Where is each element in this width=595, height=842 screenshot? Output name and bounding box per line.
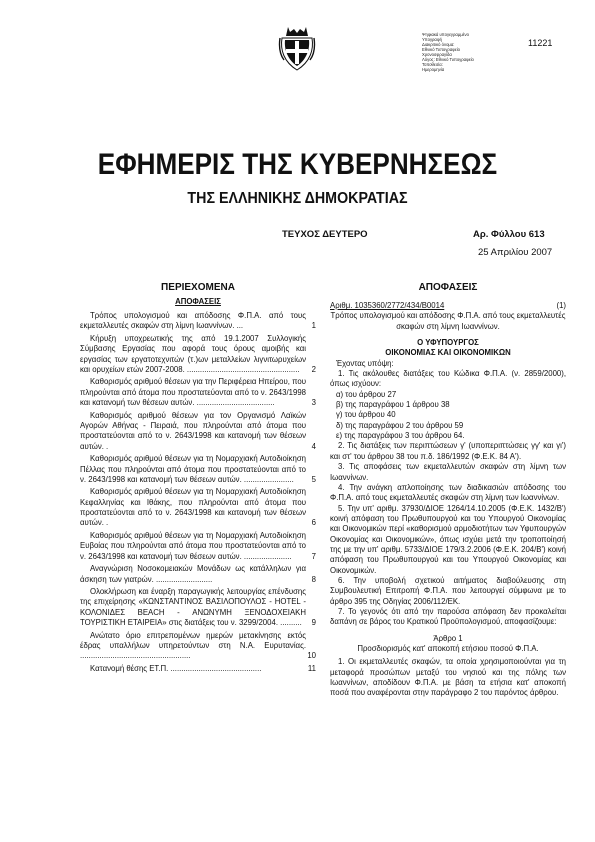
toc-entry-text: Καθορισμός αριθμού θέσεων για την Περιφέρεια Ηπείρου, που πληρούνται από άτομα που προστατεύονται από το ν. 2643/1998 και κατανομή των θέσεων αυτών. .................................... [80,377,306,408]
body-paragraph: 4. Την ανάγκη απλοποίησης των διαδικασιών απόδοσης του Φ.Π.Α. από τους εκμεταλλευτές σκαφών στη λίμνη των Ιωαννίνων. [330,482,566,503]
toc-entry-page: 2 [311,364,316,374]
toc-entry[interactable] [80,311,316,332]
toc-entry-page: 8 [311,574,316,584]
issue-label: ΤΕΥΧΟΣ ΔΕΥΤΕΡΟ [282,229,368,240]
stamp-line: Ψηφιακά υπογεγραμμένο [422,32,469,37]
body-paragraph: 1. Τις ακόλουθες διατάξεις του Κώδικα Φ.Π.Α. (ν. 2859/2000), όπως ισχύουν: [330,369,566,389]
toc-entry[interactable] [80,454,316,485]
toc-entry-text: Κήρυξη υποχρεωτικής της από 19.1.2007 Συλλογικής Σύμβασης Εργασίας που αφορά τους όρους αμοιβής και εργασίας των εργατοτεχνιτών (τ.)ων μεταλλείων λιγνιτωρυχείων και ορυχείων ετών 2007-2008. .................................................... [80,333,306,374]
gazette-title: ΕΦΗΜΕΡΙΣ ΤΗΣ ΚΥΒΕΡΝΗΣΕΩΣ [97,148,498,181]
page-number: 11221 [528,38,553,48]
contents-subheading: ΑΠΟΦΑΣΕΙΣ [175,297,221,306]
toc-entry[interactable] [80,587,316,628]
toc-entry-page: 9 [311,618,316,628]
toc-entry[interactable] [80,664,316,674]
decision-title: Τρόπος υπολογισμού και απόδοσης Φ.Π.Α. από τους εκμεταλλευτές σκαφών στη λίμνη Ιωαννίνων. [330,311,566,331]
toc-entry-text: Καθορισμός αριθμού θέσεων για τον Οργανισμό Λαϊκών Αγορών Αθήνας - Πειραιά, που πληρούνται από άτομα που προστατεύονται από το ν. 2643/1998 και κατανομή των θέσεων αυτών. . [80,410,306,451]
stamp-line: Χρονοσφραγίδα [422,52,452,57]
stamp-line: Διακριτικό όνομα: [422,42,455,47]
body-paragraph: 3. Τις αποφάσεις των εκμεταλλευτών σκαφών στη λίμνη των Ιωαννίνων. [330,462,566,482]
body-item: β) της παραγράφου 1 άρθρου 38 [336,400,450,410]
body-item: ε) της παραγράφου 3 του άρθρου 64. [336,431,465,441]
body-item: γ) του άρθρου 40 [336,410,396,420]
toc-entry-text: Αναγνώριση Νοσοκομειακών Μονάδων ως κατάλληλων για άσκηση των γιατρών. .......................... [80,564,306,584]
authority-line-2: ΟΙΚΟΝΟΜΙΑΣ ΚΑΙ ΟΙΚΟΝΟΜΙΚΩΝ [385,348,511,358]
toc-entry[interactable] [80,631,316,662]
stamp-line: Λόγος: Εθνικό Τυπογραφείο [422,57,474,62]
body-item: α) του άρθρου 27 [336,389,397,399]
body-paragraph: 7. Το γεγονός ότι από την παρούσα απόφαση δεν προκαλείται δαπάνη σε βάρος του Κρατικού Προϋπολογισμού, αποφασίζουμε: [330,606,566,627]
toc-entry-page: 1 [311,321,316,331]
body-paragraph: 2. Τις διατάξεις των περιπτώσεων γ' (υποπεριπτώσεις γγ' και γι') και στ' του άρθρου 38 του π.δ. 186/1992 (Φ.Ε.Κ. 84 Α'). [330,441,566,461]
contents-heading: ΠΕΡΙΕΧΟΜΕΝΑ [161,282,235,293]
stamp-line: Τοποθεσία: [422,62,443,67]
toc-entry[interactable] [80,564,316,585]
contents-column [80,283,316,676]
toc-entry-page: 6 [311,518,316,528]
stamp-line: Υπογραφή [422,37,442,42]
greek-coat-of-arms-icon [278,24,316,72]
toc-entry-page: 7 [311,551,316,561]
sheet-number: Αρ. Φύλλου 613 [473,229,545,240]
toc-entry-text: Ανώτατο όριο επιτρεπομένων ημερών μετακίνησης εκτός έδρας υπαλλήλων υπηρετούντων στη Ν.Α. Ευρυτανίας. ................................................... [80,630,306,661]
toc-entry[interactable] [80,377,316,408]
decisions-heading: ΑΠΟΦΑΣΕΙΣ [418,282,478,293]
article-title: Προσδιορισμός κατ' αποκοπή ετήσιου ποσού Φ.Π.Α. [357,644,539,653]
decision-reference [330,301,566,311]
toc-entry-text: Καθορισμός αριθμού θέσεων για τη Νομαρχιακή Αυτοδιοίκηση Πέλλας που πληρούνται από άτομα που προστατεύονται από το ν. 2643/1998 και κατανομή των θέσεων αυτών. ....................... [80,454,306,484]
body-paragraph: 5. Την υπ' αριθμ. 37930/ΔΙΟΕ 1264/14.10.2005 (Φ.Ε.Κ. 1432/Β') κοινή απόφαση του Πρωθυπουργού και του Υπουργού Οικονομίας και Οικονομικών περί «καθορισμού αρμοδιοτήτων των Υφυπουργών Οικονομίας και Οικονομικών», όπως ισχύει μετά την τροποποίησή της με την υπ' αριθμ. 5733/ΔΙΟΕ 179/3.2.2006 (Φ.Ε.Κ. 204/Β') κοινή απόφαση του Πρωθυπουργού και του Υπουργού Οικονομίας και Οικονομικών. [330,503,566,575]
authority-line-1: Ο ΥΦΥΠΟΥΡΓΟΣ [417,338,479,348]
article-heading: Άρθρο 1 [433,633,463,643]
toc-entry-page: 10 [307,651,316,661]
body-item: δ) της παραγράφου 2 του άρθρου 59 [336,420,464,430]
decision-index: (1) [556,301,566,310]
toc-entry-page: 4 [311,441,316,451]
toc-entry[interactable] [80,531,316,562]
toc-entry-page: 3 [311,398,316,408]
article-paragraph: 1. Οι εκμεταλλευτές σκαφών, τα οποία χρησιμοποιούνται για τη μεταφορά προσώπων μεταξύ του νησιού και της πόλης των Ιωαννίνων, αποδίδουν Φ.Π.Α. με βάση τα ετήσια κατ' αποκοπή ποσά που αναφέρονται στην παράγραφο 2 του παρόντος άρθρου. [330,657,566,698]
gazette-subtitle: ΤΗΣ ΕΛΛΗΝΙΚΗΣ ΔΗΜΟΚΡΑΤΙΑΣ [187,190,408,207]
body-paragraph: 6. Την υποβολή σχετικού αιτήματος διαβούλευσης στη Συμβουλευτική Επιτροπή Φ.Π.Α. που λειτουργεί σύμφωνα με το άρθρο 395 της Οδηγίας 2006/112/ΕΚ. [330,575,566,606]
toc-entry-text: Ολοκλήρωση και έναρξη παραγωγικής λειτουργίας επένδυσης της επιχείρησης «ΚΩΝΣΤΑΝΤΙΝΟΣ ΒΑΣΙΛΟΠΟΥΛΟΣ - HOTEL - ΚΟΛΟΝΙΔΕΣ BEACH - ΑΝΩΝΥΜΗ ΞΕΝΟΔΟΧΕΙΑΚΗ ΤΟΥΡΙΣΤΙΚΗ ΕΤΑΙΡΕΙΑ» στις διατάξεις του ν. 3299/2004. .......... [80,587,306,628]
considering-label: Έχοντας υπόψη: [336,358,394,368]
issue-date: 25 Απριλίου 2007 [478,247,553,258]
toc-entry-text: Τρόπος υπολογισμού και απόδοσης Φ.Π.Α. από τους εκμεταλλευτές σκαφών στη λίμνη Ιωαννίνων. ... [80,311,306,331]
toc-entry-page: 11 [307,663,316,673]
toc-entry[interactable] [80,411,316,452]
stamp-line: Ημερομηνία [422,67,445,72]
toc-entry-text: Καθορισμός αριθμού θέσεων για τη Νομαρχιακή Αυτοδιοίκηση Ευβοίας που πληρούνται από άτομα που προστατεύονται από το ν. 2643/1998 και κατανομή των θέσεων αυτών. ...................... [80,531,306,561]
toc-entry-page: 5 [311,474,316,484]
stamp-line: Εθνικό Τυπογραφείο [422,47,460,52]
toc-entry-text: Κατανομή θέσης ΕΤ.Π. .......................................... [90,663,262,673]
decision-ref-number: Αριθμ. 1035360/2772/434/Β0014 [330,301,445,310]
decisions-column [330,283,566,699]
toc-entry-text: Καθορισμός αριθμού θέσεων για τη Νομαρχιακή Αυτοδιοίκηση Κεφαλληνίας και Ιθάκης, που πληρούνται από άτομα που προστατεύονται από το ν. 2643/1998 και κατανομή των θέσεων αυτών. . [80,487,306,528]
digital-signature-stamp [422,32,474,72]
toc-entry[interactable] [80,334,316,375]
toc-entry[interactable] [80,487,316,528]
